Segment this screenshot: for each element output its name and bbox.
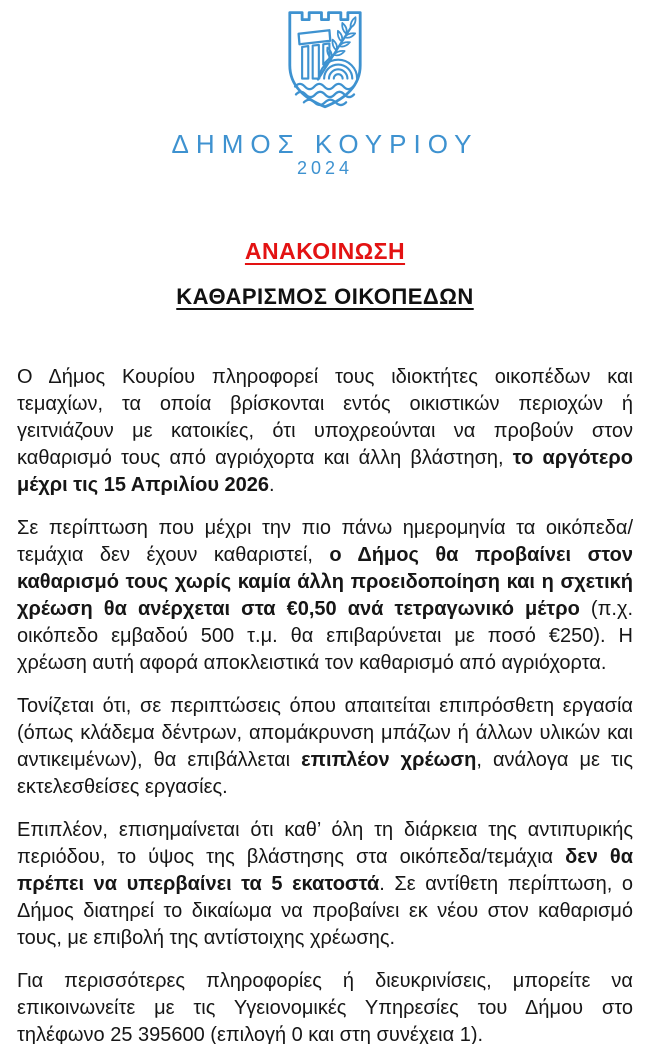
municipality-logo xyxy=(17,8,633,178)
subject-heading: ΚΑΘΑΡΙΣΜΟΣ ΟΙΚΟΠΕΔΩΝ xyxy=(176,284,474,309)
bold-text-run: το αργότερο μέχρι τις 15 Απριλίου 2026 xyxy=(17,447,633,496)
text-run: Σε περίπτωση που μέχρι την πιο πάνω ημερομηνία τα οικόπεδα/τεμάχια δεν έχουν καθαριστεί, xyxy=(17,517,633,566)
bold-text-run: ο Δήμος θα προβαίνει στον καθαρισμό τους χωρίς καμία άλλη προειδοποίηση και η σχετική χρέωση θα ανέρχεται στα €0,50 ανά τετραγωνικό μέτρο xyxy=(17,544,634,620)
bold-text-run: δεν θα πρέπει να υπερβαίνει τα 5 εκατοστά xyxy=(17,846,633,895)
paragraph-fire-season xyxy=(17,817,633,952)
paragraph-extra-work xyxy=(17,693,633,801)
paragraph-obligation xyxy=(17,364,633,499)
text-run: . xyxy=(269,474,275,496)
paragraph-contact-info xyxy=(17,968,633,1044)
text-run: Για περισσότερες πληροφορίες ή διευκρινίσεις, μπορείτε να επικοινωνείτε με τις Υγειονομικές Υπηρεσίες του Δήμου στο τηλέφωνο 25 395600 (επιλογή 0 και στη συνέχεια 1). xyxy=(17,970,633,1044)
text-run: . Σε αντίθετη περίπτωση, ο Δήμος διατηρεί το δικαίωμα να προβαίνει εκ νέου στον καθαρισμό τους, με επιβολή της αντίστοιχης χρέωσης. xyxy=(17,873,633,949)
paragraph-charges xyxy=(17,515,633,677)
text-run: Επιπλέον, επισημαίνεται ότι καθ’ όλη τη διάρκεια της αντιπυρικής περιόδου, το ύψος της βλάστησης στα οικόπεδα/τεμάχια xyxy=(17,819,633,868)
announcement-body xyxy=(17,364,633,1044)
kourion-shield-emblem-icon xyxy=(281,8,369,114)
text-run: Τονίζεται ότι, σε περιπτώσεις όπου απαιτείται επιπρόσθετη εργασία (όπως κλάδεμα δέντρων, απομάκρυνση μπάζων ή άλλων υλικών και αντικειμένων), θα επιβάλλεται xyxy=(17,695,633,771)
announcement-heading: ΑΝΑΚΟΙΝΩΣΗ xyxy=(244,238,406,264)
municipality-name: ΔΗΜΟΣ ΚΟΥΡΙΟΥ xyxy=(171,129,479,159)
text-run: (π.χ. οικόπεδο εμβαδού 500 τ.μ. θα επιβαρύνεται με ποσό €250). Η χρέωση αυτή αφορά αποκλειστικά τον καθαρισμό από αγριόχορτα. xyxy=(17,598,633,674)
municipality-year: 2024 xyxy=(296,158,354,178)
text-run: Ο Δήμος Κουρίου πληροφορεί τους ιδιοκτήτες οικοπέδων και τεμαχίων, τα οποία βρίσκονται εντός οικιστικών περιοχών ή γειτνιάζουν με κατοικίες, ότι υποχρεούνται να προβούν στον καθαρισμό τους από αγριόχορτα και άλλη βλάστηση, xyxy=(17,366,633,469)
bold-text-run: επιπλέον χρέωση xyxy=(301,749,477,771)
text-run: , ανάλογα με τις εκτελεσθείσες εργασίες. xyxy=(17,749,633,798)
